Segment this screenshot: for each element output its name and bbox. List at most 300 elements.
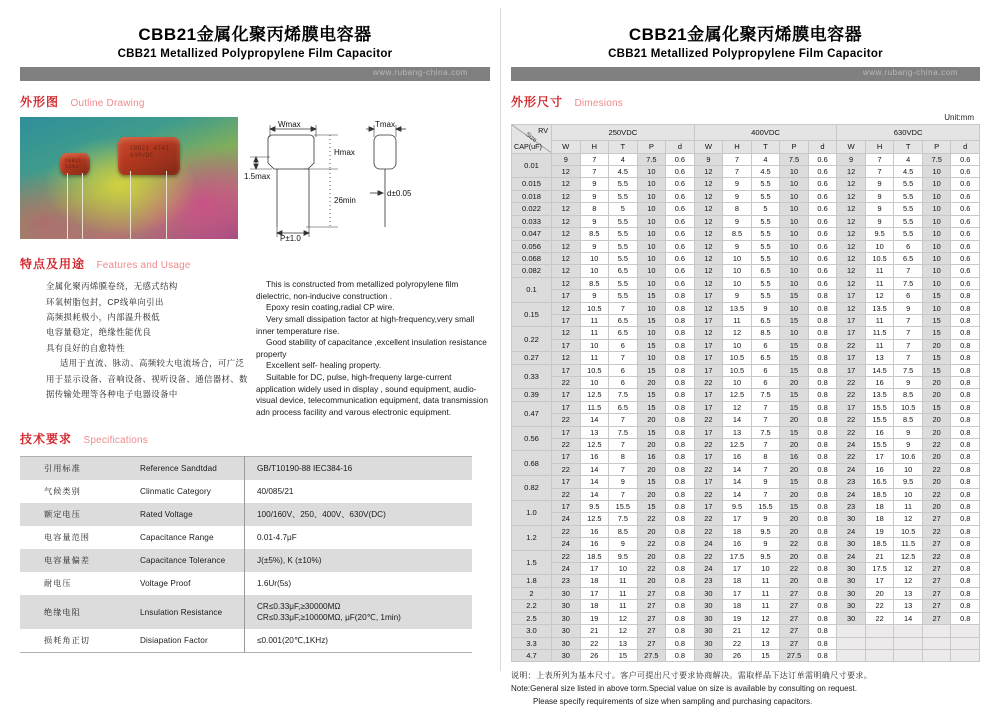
dimensions-cell: 0.8	[666, 327, 695, 339]
dimensions-cell: 17	[837, 401, 866, 413]
dimensions-cell: 7.5	[894, 364, 923, 376]
dimensions-cell: 0.8	[666, 389, 695, 401]
dimensions-cell: 10	[780, 265, 809, 277]
capacitor-small-marking: CBB21 104J	[65, 158, 82, 170]
table-row	[512, 451, 980, 463]
corner-label-rv: RV	[538, 126, 548, 136]
dimensions-cell: 30	[694, 637, 723, 649]
dimensions-group-header-row	[512, 125, 980, 141]
table-row	[512, 625, 980, 637]
dimensions-cell: 4.5	[751, 166, 780, 178]
table-row	[20, 457, 472, 481]
feature-cn-4: 电容量稳定，绝缘性能优良	[46, 327, 152, 338]
dimensions-cell: 10	[637, 166, 666, 178]
feature-cn-1: 全属化聚丙烯膜卷绕，无感式结构	[46, 281, 178, 292]
dimensions-cell: 22	[637, 513, 666, 525]
spec-label-cn: 气候类别	[44, 487, 81, 497]
dimensions-cell: 22	[865, 600, 894, 612]
dimensions-tbody	[512, 153, 980, 662]
dimensions-cell: 24	[552, 563, 581, 575]
dimensions-cell: 10	[723, 265, 752, 277]
dimensions-cell: 12	[552, 215, 581, 227]
dimensions-cell: 0.8	[808, 476, 837, 488]
dimensions-cell: 0.8	[666, 550, 695, 562]
feature-en-6: Suitable for DC, pulse, high-frequeny large-current application widely used in display , sound equipment, audio-visual device, telecommunication equipment, data transmission adn process facility and varous electronic equipment.	[256, 372, 488, 417]
dimensions-cell: 18	[723, 575, 752, 587]
dimensions-cell: 10	[780, 203, 809, 215]
dimensions-cell: 14	[894, 612, 923, 624]
table-row	[512, 277, 980, 289]
dimensions-cell: 10	[780, 228, 809, 240]
dimensions-cell: 9	[552, 153, 581, 165]
spec-label-en: Capacitance Tolerance	[140, 549, 245, 572]
url-bar-right	[511, 67, 980, 81]
dimensions-cell: 17	[694, 389, 723, 401]
dimensions-cell: 0.8	[808, 376, 837, 388]
page-title-cn: CBB21金属化聚丙烯膜电容器	[138, 25, 372, 44]
dimensions-cell: 0.6	[808, 277, 837, 289]
dimensions-cell: 11	[751, 600, 780, 612]
dimensions-cell: 5.5	[894, 190, 923, 202]
table-row	[512, 501, 980, 513]
voltage-group-250: 250VDC	[552, 125, 695, 141]
table-row	[512, 637, 980, 649]
outline-drawing-title	[20, 93, 490, 111]
capacitor-large-lead-2	[166, 171, 167, 239]
dimensions-cell: 13	[580, 426, 609, 438]
dimensions-cell: 15.5	[609, 501, 638, 513]
dimensions-cell: 23	[837, 501, 866, 513]
dimensions-cell: 10	[780, 252, 809, 264]
table-row	[512, 265, 980, 277]
dimensions-cell: 8.5	[580, 277, 609, 289]
dimensions-cell: 0.8	[808, 302, 837, 314]
spec-value: 40/085/21	[245, 480, 473, 503]
dimensions-cell: 0.6	[951, 252, 980, 264]
dimensions-cell: 0.8	[808, 352, 837, 364]
page-title-en-right: CBB21 Metallized Polypropylene Film Capacitor	[608, 48, 883, 61]
dimensions-cell: 0.8	[666, 439, 695, 451]
dimensions-cell	[865, 649, 894, 661]
feature-cn-5: 具有良好的自愈特性	[46, 342, 125, 353]
dimensions-cell: 7.5	[609, 389, 638, 401]
dimensions-title-cn: 外形尺寸	[511, 95, 564, 110]
dimensions-cell: 11.5	[894, 538, 923, 550]
dimensions-cell: 5.5	[609, 290, 638, 302]
dimensions-cell: 7	[609, 352, 638, 364]
dimensions-cap-value: 0.068	[512, 252, 552, 264]
dimensions-cell: 9.5	[609, 550, 638, 562]
dimensions-cell: 0.6	[951, 240, 980, 252]
dimensions-cell: 0.6	[951, 203, 980, 215]
dimensions-cell: 16	[780, 451, 809, 463]
dimensions-cell: 9	[723, 240, 752, 252]
dimensions-cell: 15	[780, 389, 809, 401]
dimensions-cell: 12	[552, 228, 581, 240]
table-row	[512, 550, 980, 562]
spec-label-cn: 引用标准	[20, 457, 140, 481]
dimensions-cell: 0.8	[951, 451, 980, 463]
dimensions-cell: 10.6	[894, 451, 923, 463]
dimensions-cell: 15	[922, 314, 951, 326]
dimensions-subheader-h-0: H	[580, 141, 609, 153]
dimensions-cell: 16	[580, 451, 609, 463]
dimensions-cell: 8.5	[723, 228, 752, 240]
dimensions-cell: 22	[637, 563, 666, 575]
features-body	[20, 279, 490, 418]
dimensions-cell: 17	[837, 314, 866, 326]
dimensions-title-en: Dimesions	[574, 98, 623, 110]
dimensions-sub-header-row	[512, 141, 980, 153]
dimensions-cell: 0.6	[808, 190, 837, 202]
dimensions-cell: 5	[751, 203, 780, 215]
dimensions-subheader-p-2: P	[922, 141, 951, 153]
dimensions-cell: 7	[609, 302, 638, 314]
dimensions-cell: 9	[894, 376, 923, 388]
dimensions-cell: 15	[780, 426, 809, 438]
dimensions-cell: 0.6	[951, 153, 980, 165]
dimensions-cell: 0.6	[666, 190, 695, 202]
outline-title-en: Outline Drawing	[70, 98, 145, 110]
dimensions-cell: 0.8	[808, 563, 837, 575]
table-row	[512, 203, 980, 215]
dimensions-cell: 15	[609, 649, 638, 661]
dimensions-cell: 17	[694, 314, 723, 326]
dimensions-cell: 0.8	[951, 513, 980, 525]
specifications-title	[20, 430, 490, 448]
dimensions-cell: 10	[580, 252, 609, 264]
dimensions-cell: 10	[922, 215, 951, 227]
spec-label-cn: 耐电压	[44, 579, 72, 589]
dimensions-cell: 12	[894, 563, 923, 575]
dimensions-cell: 9	[751, 538, 780, 550]
dimensions-cell: 7	[894, 314, 923, 326]
dimensions-cell: 12	[552, 302, 581, 314]
dimensions-cell: 7	[751, 401, 780, 413]
dimensions-cell: 0.6	[951, 215, 980, 227]
dimensions-cell: 22	[837, 426, 866, 438]
dimensions-cell: 5.5	[751, 290, 780, 302]
dimensions-cell: 22	[694, 439, 723, 451]
dimensions-cell: 11	[609, 587, 638, 599]
dimensions-cell: 15.5	[865, 401, 894, 413]
dimensions-cell: 11	[894, 501, 923, 513]
dimensions-cell: 7	[751, 488, 780, 500]
note-en-1: Note:General size listed in above torm.Special value on size is available by consulting on request.	[511, 684, 857, 694]
dimensions-cell: 23	[694, 575, 723, 587]
dimensions-cell: 0.8	[666, 451, 695, 463]
dimensions-cell: 20	[637, 463, 666, 475]
spec-value: 0.01-4.7μF	[245, 526, 473, 549]
dimensions-cap-value: 2.2	[512, 600, 552, 612]
dimensions-cell: 12	[694, 252, 723, 264]
dimensions-cell: 30	[694, 649, 723, 661]
dimensions-cell: 12.5	[894, 550, 923, 562]
dimensions-cell: 10	[637, 178, 666, 190]
dimensions-cell: 6	[751, 376, 780, 388]
dimensions-cell: 9	[894, 302, 923, 314]
spec-value: ≤0.001(20℃,1KHz)	[245, 629, 473, 653]
dimensions-cell: 10	[780, 166, 809, 178]
dimensions-cell: 17.5	[865, 563, 894, 575]
dimensions-title	[511, 93, 980, 111]
features-section	[20, 255, 490, 418]
dimensions-cell: 22	[922, 488, 951, 500]
dimensions-cap-value: 0.047	[512, 228, 552, 240]
url-bar-left	[20, 67, 490, 81]
dimensions-cell: 27	[922, 587, 951, 599]
dimensions-cell: 0.6	[666, 277, 695, 289]
dimensions-cell: 7.5	[751, 389, 780, 401]
dimensions-cell: 10.5	[894, 525, 923, 537]
dimensions-cell: 22	[922, 550, 951, 562]
dimensions-cell: 7.5	[751, 426, 780, 438]
dimensions-cell: 10	[637, 265, 666, 277]
capacitor-small-lead-2	[82, 173, 83, 239]
dimensions-cell: 0.8	[808, 414, 837, 426]
dimensions-cap-value: 0.022	[512, 203, 552, 215]
dimensions-cell: 10	[580, 265, 609, 277]
dimensions-cell: 12	[865, 290, 894, 302]
dimensions-cell: 22	[552, 463, 581, 475]
dimensions-cell: 0.8	[666, 649, 695, 661]
dimensions-cell: 0.8	[808, 575, 837, 587]
dimensions-cell: 22	[694, 550, 723, 562]
dimensions-subheader-w-1: W	[694, 141, 723, 153]
dimensions-cap-value: 0.27	[512, 352, 552, 364]
dimensions-cell: 0.8	[666, 339, 695, 351]
dimensions-cell: 0.8	[808, 339, 837, 351]
dimensions-cell: 18.5	[865, 488, 894, 500]
dimensions-cell	[894, 625, 923, 637]
dimensions-cell: 14	[580, 488, 609, 500]
dimensions-cell: 6.5	[609, 401, 638, 413]
spec-label-en: Capacitance Range	[140, 533, 214, 543]
dimensions-cell: 10	[780, 178, 809, 190]
dimensions-cell: 17	[694, 352, 723, 364]
dimensions-cell: 12	[694, 215, 723, 227]
table-row	[512, 178, 980, 190]
dimensions-cell: 20	[637, 488, 666, 500]
dimensions-cell: 12	[609, 625, 638, 637]
dimensions-cell: 21	[865, 550, 894, 562]
dimensions-cell: 20	[922, 476, 951, 488]
dimensions-cell: 0.8	[808, 600, 837, 612]
dimensions-cell: 12	[837, 190, 866, 202]
dimensions-cell: 10	[922, 190, 951, 202]
dimensions-cell: 8	[751, 451, 780, 463]
dimensions-cell: 10	[780, 215, 809, 227]
table-row	[512, 252, 980, 264]
dimensions-cap-value: 0.015	[512, 178, 552, 190]
dimensions-cell: 22	[780, 563, 809, 575]
dimensions-cell: 12.5	[580, 513, 609, 525]
dimensions-cell: 17	[694, 364, 723, 376]
dimensions-cell: 30	[552, 612, 581, 624]
dimensions-cell: 20	[637, 376, 666, 388]
spec-label-cn: 损耗角正切	[44, 636, 90, 646]
voltage-group-630: 630VDC	[837, 125, 980, 141]
dimensions-cell: 12.5	[580, 439, 609, 451]
dimensions-cell: 30	[552, 587, 581, 599]
dimensions-cell: 22	[865, 612, 894, 624]
spec-label-en: Clinmatic Category	[140, 487, 211, 497]
dimensions-cell: 8.5	[751, 327, 780, 339]
dimensions-cell: 16	[637, 451, 666, 463]
dimensions-cell: 10	[922, 240, 951, 252]
dimensions-cell: 0.8	[808, 525, 837, 537]
dimensions-cell: 9	[580, 178, 609, 190]
dimensions-cell: 12	[552, 178, 581, 190]
dimensions-cell: 22	[694, 488, 723, 500]
dimensions-cap-value: 4.7	[512, 649, 552, 661]
dimensions-cell: 12	[837, 178, 866, 190]
dimensions-cell: 27	[922, 538, 951, 550]
dimensions-cell: 22	[922, 525, 951, 537]
dimensions-cell: 17	[552, 364, 581, 376]
table-row	[512, 228, 980, 240]
dimensions-cell: 0.8	[951, 612, 980, 624]
dimensions-cell: 12	[552, 240, 581, 252]
dimensions-cell: 19	[580, 612, 609, 624]
dimensions-cell: 0.8	[951, 376, 980, 388]
dimensions-cell: 30	[552, 637, 581, 649]
dimensions-cap-value: 0.22	[512, 327, 552, 352]
feature-cn-6: 适用于直流、脉动、高频较大电流场合，可广泛用于显示设备、音响设备、视听设备、通信器材、数据传输处理等各种电子电器设备中	[46, 358, 248, 400]
dimensions-cell: 0.8	[951, 575, 980, 587]
table-row	[512, 352, 980, 364]
dimensions-cell: 7.5	[780, 153, 809, 165]
dimensions-cell: 10	[637, 252, 666, 264]
dimensions-cell: 10	[637, 190, 666, 202]
table-row	[512, 290, 980, 302]
table-row	[512, 414, 980, 426]
dimensions-cell: 0.8	[951, 426, 980, 438]
dimensions-cell: 9	[865, 215, 894, 227]
dimensions-cell: 30	[694, 612, 723, 624]
spec-value: CR≤0.33μF,≥30000MΩ CR≤0.33μF,≥10000MΩ, μF(20℃, 1min)	[245, 595, 473, 629]
spec-label-en: Disiapation Factor	[140, 636, 208, 646]
dimensions-cell: 10	[865, 240, 894, 252]
dimensions-cell: 15	[780, 352, 809, 364]
dimensions-cell: 21	[723, 625, 752, 637]
dimensions-cell	[894, 649, 923, 661]
dimensions-cell: 4	[751, 153, 780, 165]
capacitor-small-lead-1	[67, 173, 68, 239]
dimensions-cell: 17	[837, 364, 866, 376]
dimensions-cell: 15	[637, 401, 666, 413]
dimensions-cell: 22	[837, 389, 866, 401]
dimensions-cell: 15	[637, 501, 666, 513]
dimensions-cell: 0.8	[666, 501, 695, 513]
dimensions-cell: 11	[751, 587, 780, 599]
dimensions-cell: 0.8	[808, 587, 837, 599]
dimensions-cell: 10	[780, 240, 809, 252]
dimensions-cell: 12	[894, 513, 923, 525]
corner-label-size: Size	[524, 131, 539, 145]
capacitor-large	[118, 137, 180, 239]
dimensions-cell: 10	[922, 203, 951, 215]
dimensions-cell: 11	[609, 600, 638, 612]
features-title-cn: 特点及用途	[20, 257, 86, 272]
dimensions-cell: 15	[637, 476, 666, 488]
dimensions-cell: 11	[580, 314, 609, 326]
features-title	[20, 255, 490, 273]
table-row	[20, 595, 472, 629]
dimensions-cell: 15	[637, 389, 666, 401]
dimensions-cap-value: 1.2	[512, 525, 552, 550]
dimensions-cell: 12	[552, 166, 581, 178]
dimensions-cell: 24	[837, 525, 866, 537]
dimensions-unit: Unit:mm	[944, 113, 974, 123]
dimensions-cell: 0.6	[808, 153, 837, 165]
dimensions-cell: 17.5	[723, 550, 752, 562]
spec-value: GB/T10190-88 IEC384-16	[245, 457, 473, 481]
dimensions-cell: 0.8	[666, 426, 695, 438]
outline-drawing	[244, 117, 490, 243]
dimensions-cell: 12	[837, 166, 866, 178]
dimensions-cell: 5.5	[609, 190, 638, 202]
dimensions-cell: 10	[723, 277, 752, 289]
dimensions-cell	[837, 649, 866, 661]
dimensions-cell: 12	[837, 215, 866, 227]
dimensions-cell: 0.8	[951, 563, 980, 575]
dimensions-cell: 9	[694, 153, 723, 165]
features-list-en	[248, 279, 490, 418]
dimensions-table	[511, 124, 980, 662]
dimensions-cell: 4	[894, 153, 923, 165]
dimensions-cell: 11.5	[865, 327, 894, 339]
dimensions-cell: 17	[694, 426, 723, 438]
table-row	[512, 240, 980, 252]
dimensions-cell: 10	[637, 277, 666, 289]
table-row	[512, 215, 980, 227]
dimensions-cell: 11	[865, 265, 894, 277]
dimensions-cell: 17	[694, 501, 723, 513]
dimensions-cap-value: 0.68	[512, 451, 552, 476]
dimensions-corner-cell	[512, 125, 552, 153]
dimensions-cell: 13.5	[865, 302, 894, 314]
dimensions-cell: 30	[694, 587, 723, 599]
dimensions-cell: 22	[552, 414, 581, 426]
dimensions-cell: 30	[837, 513, 866, 525]
dimensions-cell: 15	[780, 501, 809, 513]
table-row	[512, 401, 980, 413]
dimensions-cap-value: 0.15	[512, 302, 552, 327]
dimensions-cell	[865, 637, 894, 649]
dimensions-cell: 15	[637, 364, 666, 376]
dimensions-cell: 12	[837, 228, 866, 240]
dimensions-cell: 18	[723, 525, 752, 537]
dimensions-cell: 7	[894, 265, 923, 277]
dimensions-cell: 12	[837, 277, 866, 289]
dimensions-cell: 17	[837, 290, 866, 302]
dimensions-cell: 11	[580, 352, 609, 364]
capacitor-large-marking: CBB21 474J 630VDC	[130, 145, 170, 159]
outline-title-cn: 外形图	[20, 95, 60, 110]
spec-label-cn: 电容量范围	[44, 533, 90, 543]
dimensions-subheader-h-2: H	[865, 141, 894, 153]
dimensions-cell: 14.5	[865, 364, 894, 376]
dimensions-cell: 0.6	[951, 166, 980, 178]
dimensions-cell: 7	[751, 463, 780, 475]
dimensions-cell: 17	[865, 451, 894, 463]
dimensions-cell: 22	[780, 538, 809, 550]
dimensions-cell: 24	[552, 513, 581, 525]
dimensions-cell: 17	[552, 290, 581, 302]
dimensions-cell: 17	[723, 563, 752, 575]
dimensions-cell: 0.8	[951, 476, 980, 488]
